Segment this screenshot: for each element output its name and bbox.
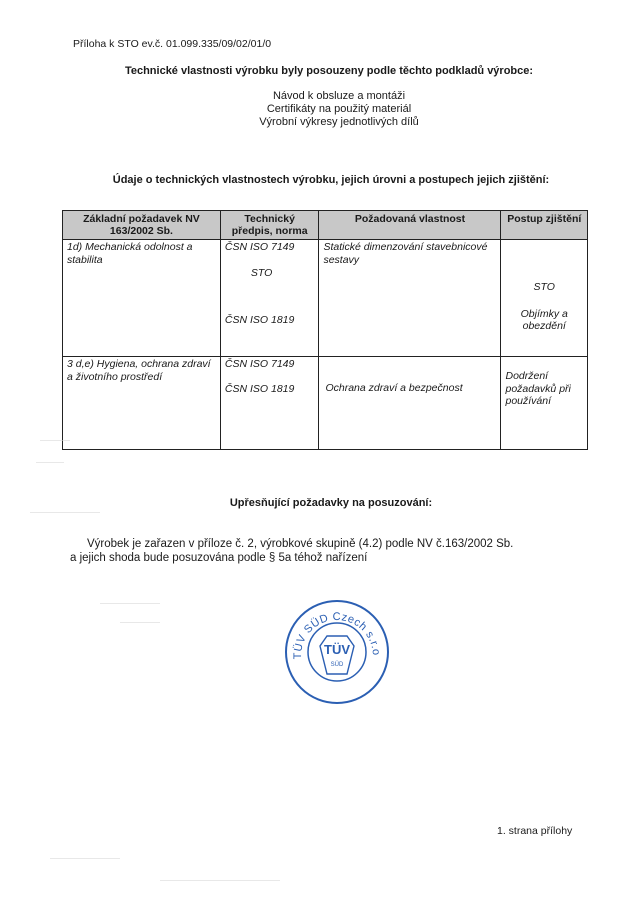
norm-cell xyxy=(220,357,319,450)
method-cell xyxy=(501,240,588,357)
assessment-text-line: a jejich shoda bude posuzována podle § 5a téhož nařízení xyxy=(70,552,368,564)
svg-text:TÜV SÜD Czech s.r.o.: TÜV SÜD Czech s.r.o xyxy=(291,610,383,660)
norm-value: ČSN ISO 7149 xyxy=(224,358,295,370)
basis-document-item: Návod k obsluze a montáži xyxy=(272,90,406,102)
method-cell xyxy=(501,357,588,450)
method-value: Objímky a obezdění xyxy=(520,307,568,332)
column-header-norm: Technický předpis, norma xyxy=(220,211,319,240)
basis-section-title: Technické vlastnosti výrobku byly posouzeny podle těchto podkladů výrobce: xyxy=(124,65,534,77)
properties-table xyxy=(62,210,588,450)
page-label: 1. strana přílohy xyxy=(497,825,573,837)
column-header-property: Požadovaná vlastnost xyxy=(319,211,501,240)
norm-value: ČSN ISO 1819 xyxy=(224,314,295,326)
table-header-row xyxy=(63,211,588,240)
certification-stamp xyxy=(283,598,391,706)
norm-value: ČSN ISO 1819 xyxy=(224,382,295,395)
requirement-cell: 3 d,e) Hygiena, ochrana zdraví a životního prostředí xyxy=(63,357,221,450)
table-row xyxy=(63,357,588,450)
basis-documents-list xyxy=(0,90,638,129)
property-value: Ochrana zdraví a bezpečnost xyxy=(325,382,463,394)
norm-cell xyxy=(220,240,319,357)
column-header-requirement: Základní požadavek NV 163/2002 Sb. xyxy=(63,211,221,240)
table-row xyxy=(63,240,588,357)
svg-text:TÜV: TÜV xyxy=(324,642,350,657)
method-value: STO xyxy=(533,281,555,293)
norm-value: STO xyxy=(250,266,273,279)
property-cell xyxy=(319,357,501,450)
property-cell: Statické dimenzování stavebnicové sestavy xyxy=(319,240,501,357)
properties-section-title: Údaje o technických vlastnostech výrobku, jejich úrovni a postupech jejich zjištění: xyxy=(112,174,550,186)
method-value: Dodržení požadavků při používání xyxy=(505,370,571,407)
requirement-cell: 1d) Mechanická odolnost a stabilita xyxy=(63,240,221,357)
basis-document-item: Certifikáty na použitý materiál xyxy=(266,103,412,115)
stamp-seal-icon xyxy=(283,598,391,706)
assessment-section-title: Upřesňující požadavky na posuzování: xyxy=(229,497,433,509)
assessment-text xyxy=(70,537,590,565)
column-header-method: Postup zjištění xyxy=(501,211,588,240)
assessment-text-line: Výrobek je zařazen v příloze č. 2, výrobkové skupině (4.2) podle NV č.163/2002 Sb. xyxy=(87,538,514,550)
basis-document-item: Výrobní výkresy jednotlivých dílů xyxy=(259,116,419,128)
svg-text:SÜD: SÜD xyxy=(330,662,344,668)
document-reference: Příloha k STO ev.č. 01.099.335/09/02/01/0 xyxy=(73,38,272,50)
norm-value: ČSN ISO 7149 xyxy=(224,241,295,253)
